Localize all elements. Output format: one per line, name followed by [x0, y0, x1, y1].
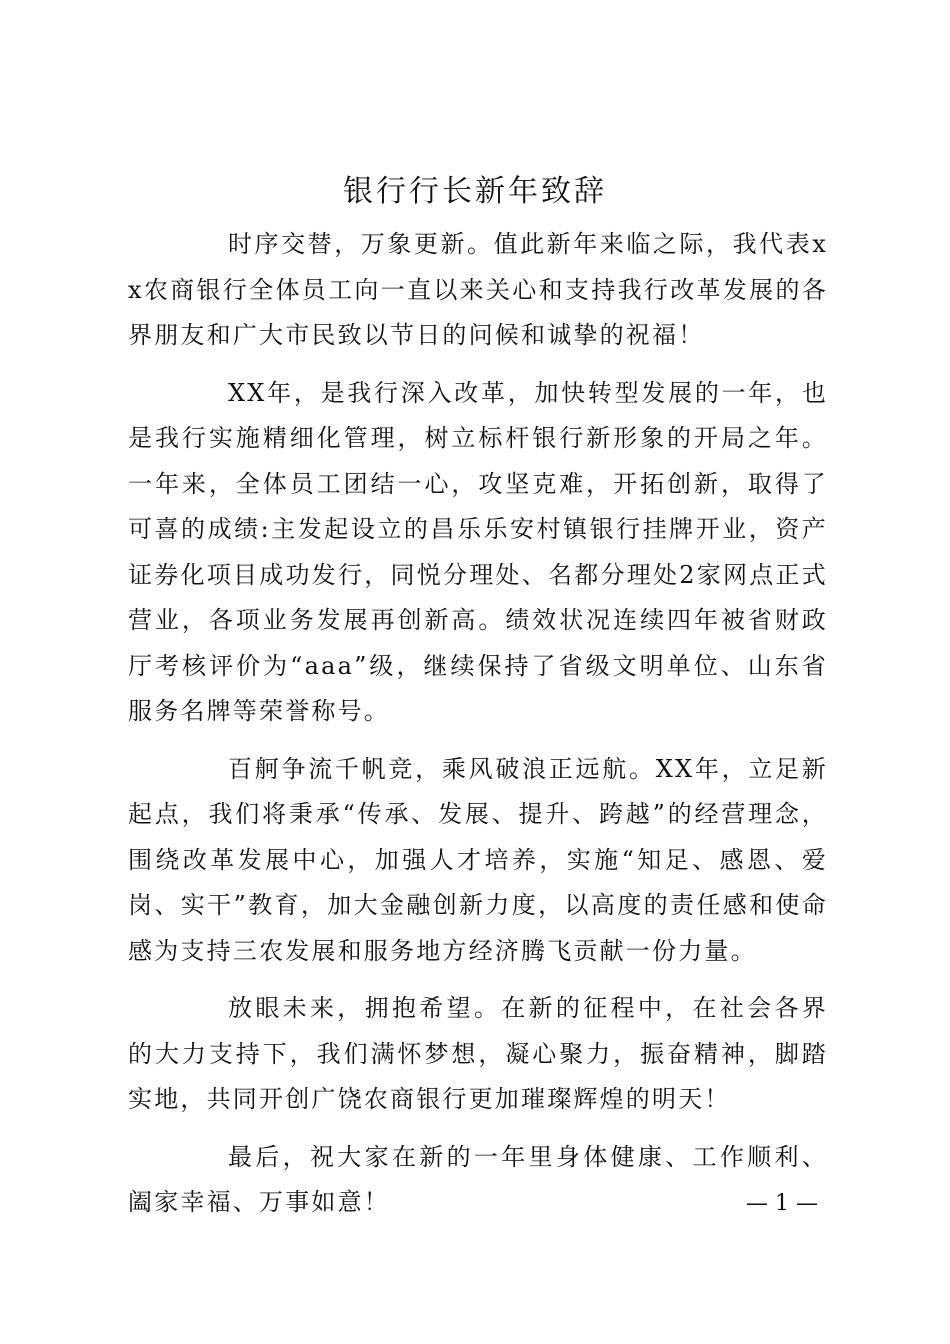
paragraph-3: 百舸争流千帆竞，乘风破浪正远航。XX年，立足新起点，我们将秉承“传承、发展、提升、跨越”的经营理念，围绕改革发展中心，加强人才培养，实施“知足、感恩、爱岗、实干”教育，加大金融创新力度，以高度的责任感和使命感为支持三农发展和服务地方经济腾飞贡献一份力量。: [128, 754, 828, 965]
document-body: [128, 222, 828, 1238]
paragraph-1: 时序交替，万象更新。值此新年来临之际，我代表xx农商银行全体员工向一直以来关心和支持我行改革发展的各界朋友和广大市民致以节日的问候和诚挚的祝福！: [128, 230, 828, 349]
paragraph-5: 最后，祝大家在新的一年里身体健康、工作顺利、阖家幸福、万事如意！: [128, 1142, 828, 1216]
page-number: — 1 —: [746, 1191, 818, 1216]
paragraph-4: 放眼未来，拥抱希望。在新的征程中，在社会各界的大力支持下，我们满怀梦想，凝心聚力，振奋精神，脚踏实地，共同开创广饶农商银行更加璀璨辉煌的明天！: [128, 994, 828, 1113]
paragraph-2: XX年，是我行深入改革，加快转型发展的一年，也是我行实施精细化管理，树立标杆银行新形象的开局之年。一年来，全体员工团结一心，攻坚克难，开拓创新，取得了可喜的成绩:主发起设立的昌乐乐安村镇银行挂牌开业，资产证券化项目成功发行，同悦分理处、名都分理处2家网点正式营业，各项业务发展再创新高。绩效状况连续四年被省财政厅考核评价为“aaa”级，继续保持了省级文明单位、山东省服务名牌等荣誉称号。: [128, 378, 828, 725]
document-title: 银行行长新年致辞: [343, 174, 607, 209]
